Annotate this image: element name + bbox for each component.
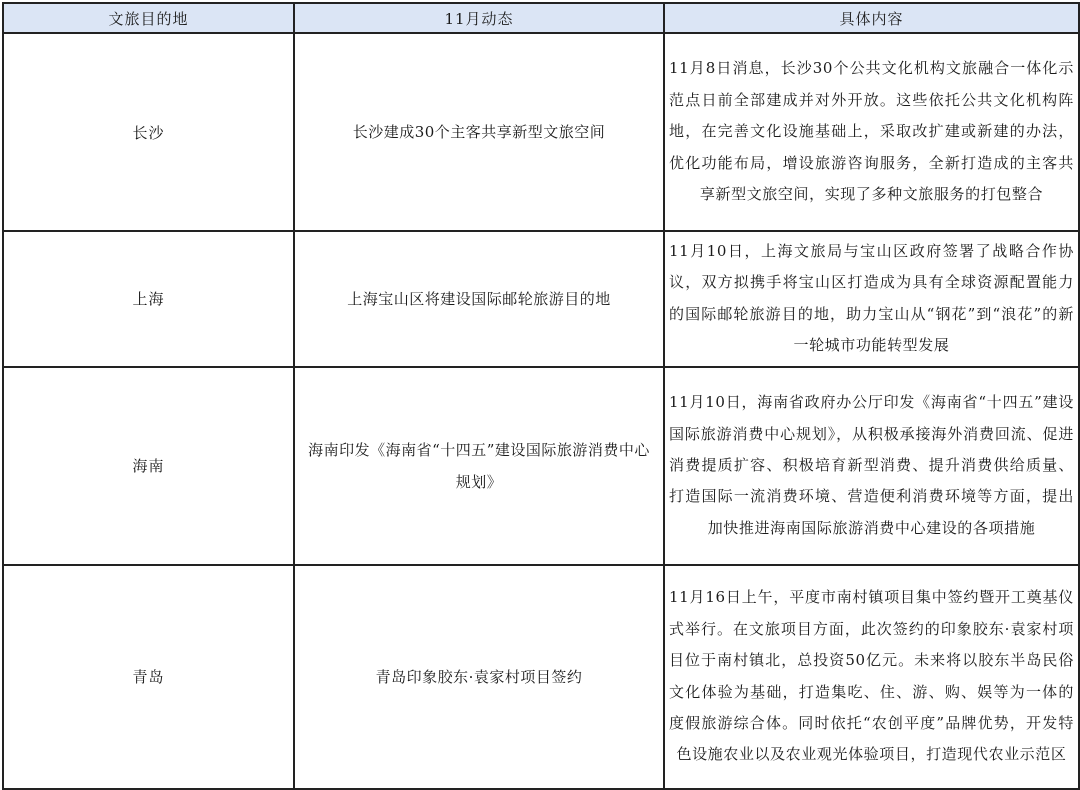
table-header <box>3 3 1079 33</box>
header-destination: 文旅目的地 <box>3 3 294 33</box>
news-cell: 长沙建成30个主客共享新型文旅空间 <box>294 33 664 231</box>
detail-cell: 11月8日消息，长沙30个公共文化机构文旅融合一体化示范点日前全部建成并对外开放。这些依托公共文化机构阵地，在完善文化设施基础上，采取改扩建或新建的办法，优化功能布局，增设旅游咨询服务，全新打造成的主客共享新型文旅空间，实现了多种文旅服务的打包整合 <box>664 33 1079 231</box>
detail-cell: 11月16日上午，平度市南村镇项目集中签约暨开工奠基仪式举行。在文旅项目方面，此次签约的印象胶东·袁家村项目位于南村镇北，总投资50亿元。未来将以胶东半岛民俗文化体验为基础，打造集吃、住、游、购、娱等为一体的度假旅游综合体。同时依托“农创平度”品牌优势，开发特色设施农业以及农业观光体验项目，打造现代农业示范区 <box>664 565 1079 789</box>
table-row <box>3 231 1079 367</box>
destination-cell: 长沙 <box>3 33 294 231</box>
detail-cell: 11月10日，海南省政府办公厅印发《海南省“十四五”建设国际旅游消费中心规划》，从积极承接海外消费回流、促进消费提质扩容、积极培育新型消费、提升消费供给质量、打造国际一流消费环境、营造便利消费环境等方面，提出加快推进海南国际旅游消费中心建设的各项措施 <box>664 367 1079 565</box>
destination-cell: 青岛 <box>3 565 294 789</box>
header-row <box>3 3 1079 33</box>
table-row <box>3 565 1079 789</box>
table-body <box>3 33 1079 789</box>
table-row <box>3 33 1079 231</box>
table-row <box>3 367 1079 565</box>
detail-cell: 11月10日，上海文旅局与宝山区政府签署了战略合作协议，双方拟携手将宝山区打造成为具有全球资源配置能力的国际邮轮旅游目的地，助力宝山从“钢花”到“浪花”的新一轮城市功能转型发展 <box>664 231 1079 367</box>
travel-news-table <box>2 2 1080 790</box>
news-cell: 海南印发《海南省“十四五”建设国际旅游消费中心规划》 <box>294 367 664 565</box>
destination-cell: 上海 <box>3 231 294 367</box>
news-cell: 青岛印象胶东·袁家村项目签约 <box>294 565 664 789</box>
news-cell: 上海宝山区将建设国际邮轮旅游目的地 <box>294 231 664 367</box>
destination-cell: 海南 <box>3 367 294 565</box>
header-details: 具体内容 <box>664 3 1079 33</box>
header-november-news: 11月动态 <box>294 3 664 33</box>
